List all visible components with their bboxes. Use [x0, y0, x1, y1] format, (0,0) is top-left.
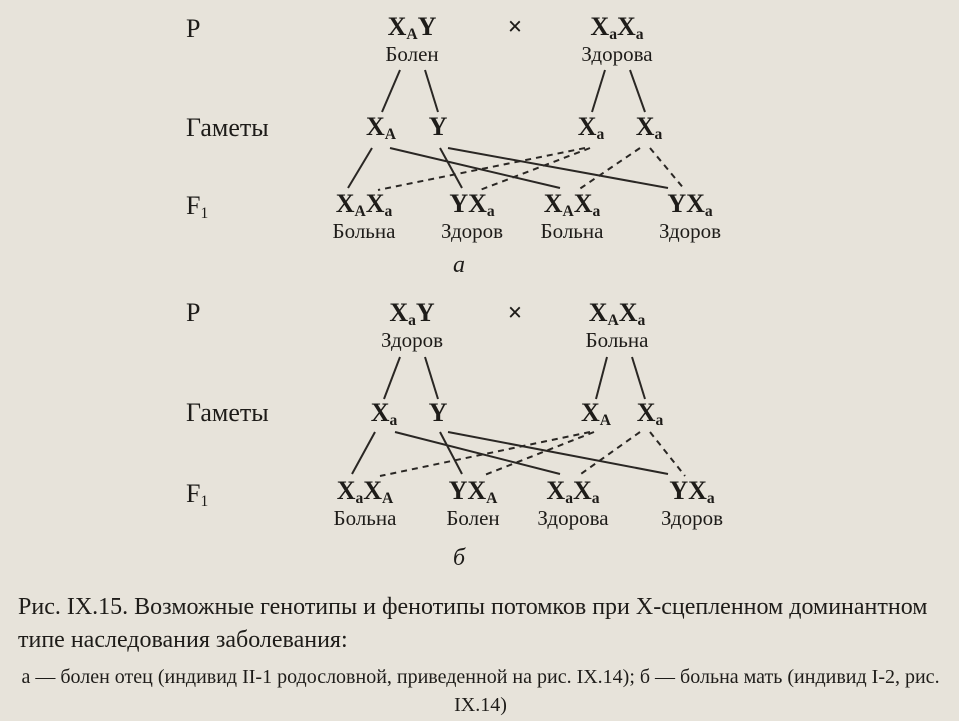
line-a-mother-xa2 — [630, 70, 645, 112]
offspring-2-genotype: $YX_a$ — [449, 189, 495, 220]
gamete-1: $X_A$ — [365, 112, 397, 143]
offspring-2-phenotype: Болен — [446, 506, 500, 530]
offspring-4-phenotype: Здоров — [660, 506, 724, 530]
offspring-2-phenotype: Здоров — [440, 219, 504, 243]
dash-a-xa2-off3 — [578, 148, 640, 190]
offspring-1-genotype: $X_AX_a$ — [335, 189, 393, 220]
offspring-1-phenotype: Больна — [332, 219, 396, 243]
offspring-1-phenotype: Больна — [333, 506, 397, 530]
figure-caption-detail: а — болен отец (индивид II-1 родословной, приведенной на рис. IX.14); б — больна мать (индивид I-2, рис. IX.14) — [21, 666, 940, 716]
parent-mother-phenotype: Больна — [585, 328, 649, 352]
line-a-xA-off3 — [390, 148, 560, 188]
row-label-gametes-b: Гаметы — [186, 398, 269, 427]
row-label-p-b: P — [186, 298, 201, 327]
gamete-2: Y — [428, 398, 448, 427]
cross-symbol: × — [507, 298, 523, 327]
parent-father-genotype: $X_AY$ — [387, 12, 437, 43]
parent-mother-phenotype: Здорова — [581, 42, 653, 66]
line-b-father-xa — [384, 357, 400, 399]
parent-father-genotype: $X_aY$ — [389, 298, 435, 329]
cross-symbol: × — [507, 12, 523, 41]
line-b-xa-off1 — [352, 432, 375, 474]
gamete-2: Y — [428, 112, 448, 141]
offspring-4-genotype: $YX_a$ — [669, 476, 715, 507]
gamete-4: $X_a$ — [636, 398, 664, 429]
line-b-father-y — [425, 357, 438, 399]
offspring-3-phenotype: Больна — [540, 219, 604, 243]
offspring-1-genotype: $X_aX_A$ — [336, 476, 394, 507]
offspring-4-genotype: $YX_a$ — [667, 189, 713, 220]
row-label-gametes-a: Гаметы — [186, 113, 269, 142]
dash-a-xa1-off2 — [480, 148, 590, 190]
line-b-y-off2 — [440, 432, 462, 474]
offspring-3-genotype: $X_aX_a$ — [546, 476, 600, 507]
line-b-mother-xA — [596, 357, 607, 399]
line-a-father-y — [425, 70, 438, 112]
parent-father-phenotype: Болен — [385, 42, 439, 66]
dash-a-xa2-off4 — [650, 148, 685, 190]
panel-label-a: а — [453, 252, 465, 278]
parent-mother-genotype: $X_aX_a$ — [590, 12, 644, 43]
gamete-3: $X_a$ — [577, 112, 605, 143]
line-a-mother-xa1 — [592, 70, 605, 112]
offspring-3-phenotype: Здорова — [537, 506, 609, 530]
gamete-3: $X_A$ — [580, 398, 612, 429]
line-a-xA-off1 — [348, 148, 372, 188]
line-b-mother-xa — [632, 357, 645, 399]
parent-mother-genotype: $X_AX_a$ — [588, 298, 646, 329]
row-label-f1-a: $F_1$ — [186, 191, 209, 222]
figure-caption: Рис. IX.15. Возможные генотипы и фенотипы потомков при Х-сцепленном доминантном типе наследования заболевания: — [18, 594, 928, 653]
dash-b-xa-off3 — [578, 432, 640, 476]
line-a-father-xa — [382, 70, 400, 112]
panel-label-b: б — [452, 545, 466, 571]
offspring-3-genotype: $X_AX_a$ — [543, 189, 601, 220]
dash-b-xa-off4 — [650, 432, 685, 476]
row-label-f1-b: $F_1$ — [186, 479, 209, 510]
offspring-2-genotype: $YX_A$ — [448, 476, 498, 507]
line-a-y-off2 — [440, 148, 462, 188]
parent-father-phenotype: Здоров — [380, 328, 444, 352]
gamete-4: $X_a$ — [635, 112, 663, 143]
offspring-4-phenotype: Здоров — [658, 219, 722, 243]
gamete-1: $X_a$ — [370, 398, 398, 429]
row-label-p-a: P — [186, 14, 201, 43]
